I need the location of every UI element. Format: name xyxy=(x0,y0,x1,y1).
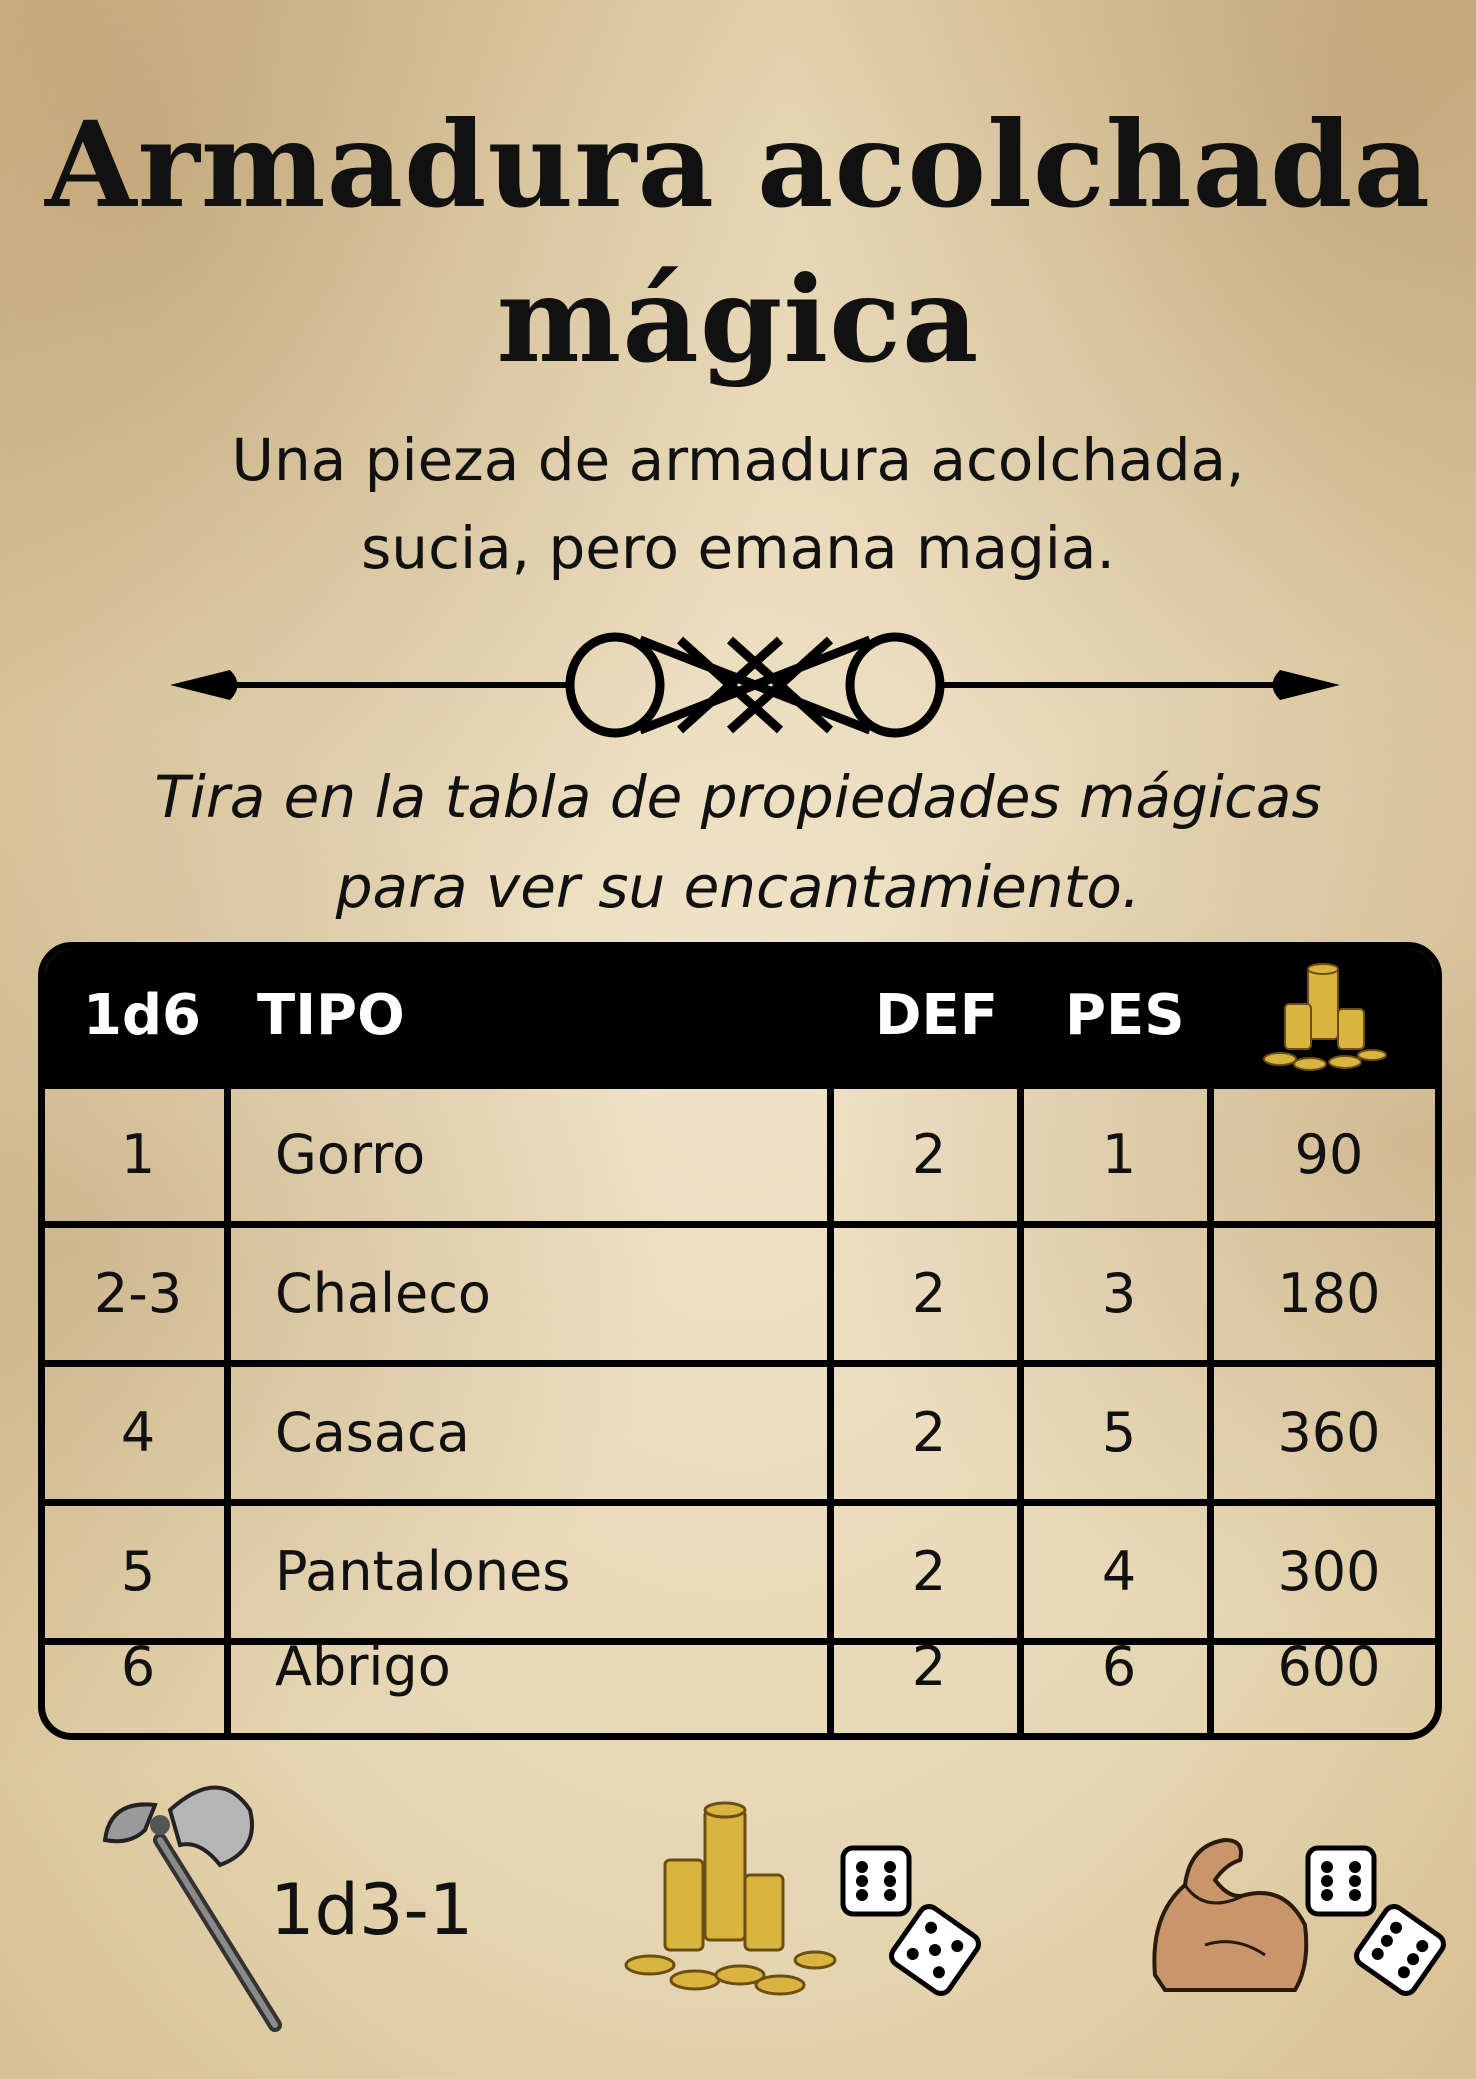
instruction-line-1: Tira en la tabla de propiedades mágicas xyxy=(154,763,1322,831)
table-row xyxy=(45,1601,1435,1733)
table-header xyxy=(45,949,1435,1089)
strength-arm-icon xyxy=(1145,1825,1315,1995)
gold-coins-icon xyxy=(1260,959,1390,1079)
cell-type: Gorro xyxy=(275,1123,426,1186)
instruction-line-2: para ver su encantamiento. xyxy=(335,853,1141,921)
cell-def: 2 xyxy=(911,1262,947,1325)
damage-value: 1d3-1 xyxy=(270,1869,474,1951)
cell-price: 360 xyxy=(1277,1401,1381,1464)
cell-pes: 4 xyxy=(1101,1540,1137,1603)
card-title-line-2: mágica xyxy=(496,250,980,389)
header-type: TIPO xyxy=(257,983,405,1048)
cell-def: 2 xyxy=(911,1540,947,1603)
cell-type: Casaca xyxy=(275,1401,470,1464)
header-roll: 1d6 xyxy=(83,983,202,1048)
table-row xyxy=(45,1228,1435,1360)
card-title-line-1: Armadura acolchada xyxy=(45,95,1431,234)
row-divider xyxy=(45,1499,1435,1506)
gold-coins-icon xyxy=(620,1800,840,2000)
cell-pes: 6 xyxy=(1101,1635,1137,1698)
header-def: DEF xyxy=(875,983,998,1048)
cell-pes: 3 xyxy=(1101,1262,1137,1325)
cell-roll: 6 xyxy=(120,1635,156,1698)
ornamental-divider-icon xyxy=(170,620,1340,750)
description-line-2: sucia, pero emana magia. xyxy=(361,514,1115,582)
cell-price: 600 xyxy=(1277,1635,1381,1698)
cell-def: 2 xyxy=(911,1635,947,1698)
armor-table xyxy=(38,942,1442,1740)
cell-type: Abrigo xyxy=(275,1635,451,1698)
cell-type: Chaleco xyxy=(275,1262,491,1325)
cell-price: 180 xyxy=(1277,1262,1381,1325)
cell-roll: 1 xyxy=(120,1123,156,1186)
cell-def: 2 xyxy=(911,1401,947,1464)
cell-type: Pantalones xyxy=(275,1540,571,1603)
cell-roll: 2-3 xyxy=(93,1262,183,1325)
table-row xyxy=(45,1089,1435,1221)
cell-price: 90 xyxy=(1294,1123,1364,1186)
cell-pes: 1 xyxy=(1101,1123,1137,1186)
dice-icon xyxy=(1300,1840,1450,2000)
cell-roll: 4 xyxy=(120,1401,156,1464)
row-divider xyxy=(45,1221,1435,1228)
cell-price: 300 xyxy=(1277,1540,1381,1603)
row-divider xyxy=(45,1360,1435,1367)
cell-def: 2 xyxy=(911,1123,947,1186)
header-pes: PES xyxy=(1065,983,1185,1048)
cell-pes: 5 xyxy=(1101,1401,1137,1464)
cell-roll: 5 xyxy=(120,1540,156,1603)
description-line-1: Una pieza de armadura acolchada, xyxy=(231,426,1245,494)
dice-icon xyxy=(835,1840,985,2000)
table-row xyxy=(45,1367,1435,1499)
